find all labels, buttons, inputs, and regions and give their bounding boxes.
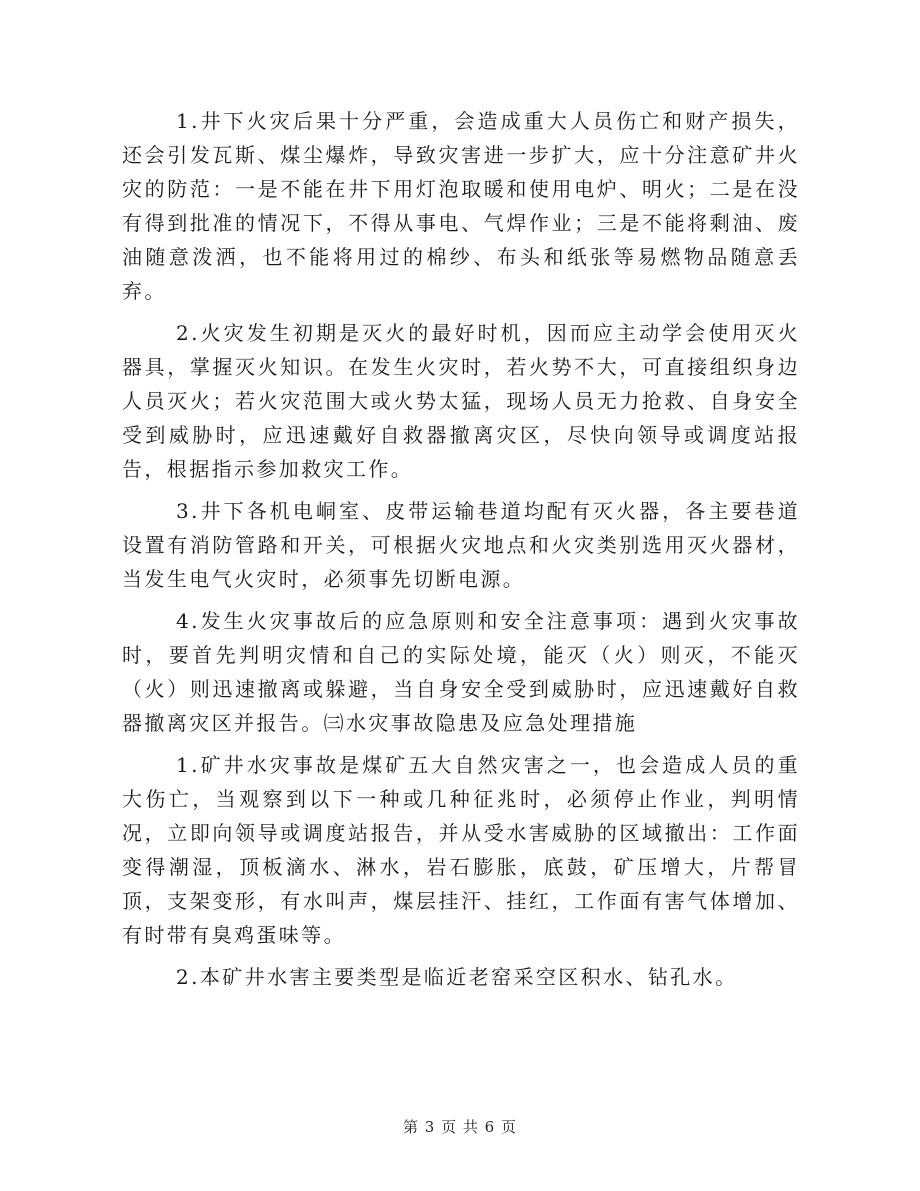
page-footer: [0, 1116, 920, 1137]
paragraph-fire-emergency-principles: 4.发生火灾事故后的应急原则和安全注意事项：遇到火灾事故时，要首先判明灾情和自己的实际处境，能灭（火）则灭，不能灭（火）则迅速撤离或躲避，当自身安全受到威胁时，应迅速戴好自救器撤离灾区并报告。㈢水灾事故隐患及应急处理措施: [122, 609, 800, 735]
paragraph-fire-early-extinguish: 2.火灾发生初期是灭火的最好时机，因而应主动学会使用灭火器具，掌握灭火知识。在发生火灾时，若火势不大，可直接组织身边人员灭火；若火灾范围大或火势太猛，现场人员无力抢救、自身安全受到威胁时，应迅速戴好自救器撤离灾区，尽快向领导或调度站报告，根据指示参加救灾工作。: [122, 321, 800, 481]
paragraph-fire-consequences: 1.井下火灾后果十分严重，会造成重大人员伤亡和财产损失，还会引发瓦斯、煤尘爆炸，导致灾害进一步扩大，应十分注意矿井火灾的防范：一是不能在井下用灯泡取暖和使用电炉、明火；二是在没有得到批准的情况下，不得从事电、气焊作业；三是不能将剩油、废油随意泼洒，也不能将用过的棉纱、布头和纸张等易燃物品随意丢弃。: [122, 109, 800, 303]
page-number: 第 3 页 共 6 页: [403, 1118, 517, 1136]
document-body: [122, 104, 800, 1002]
paragraph-water-hazard-types: 2.本矿井水害主要类型是临近老窑采空区积水、钻孔水。: [176, 965, 738, 989]
paragraph-fire-equipment: 3.井下各机电峒室、皮带运输巷道均配有灭火器，各主要巷道设置有消防管路和开关，可根据火灾地点和火灾类别选用灭火器材，当发生电气火灾时，必须事先切断电源。: [122, 499, 800, 591]
paragraph-water-disaster-signs: 1.矿井水灾事故是煤矿五大自然灾害之一，也会造成人员的重大伤亡，当观察到以下一种或几种征兆时，必须停止作业，判明情况，立即向领导或调度站报告，并从受水害威胁的区域撤出：工作面变得潮湿，顶板滴水、淋水，岩石膨胀，底鼓，矿压增大，片帮冒顶，支架变形，有水叫声，煤层挂汗、挂红，工作面有害气体增加、有时带有臭鸡蛋味等。: [122, 753, 800, 947]
